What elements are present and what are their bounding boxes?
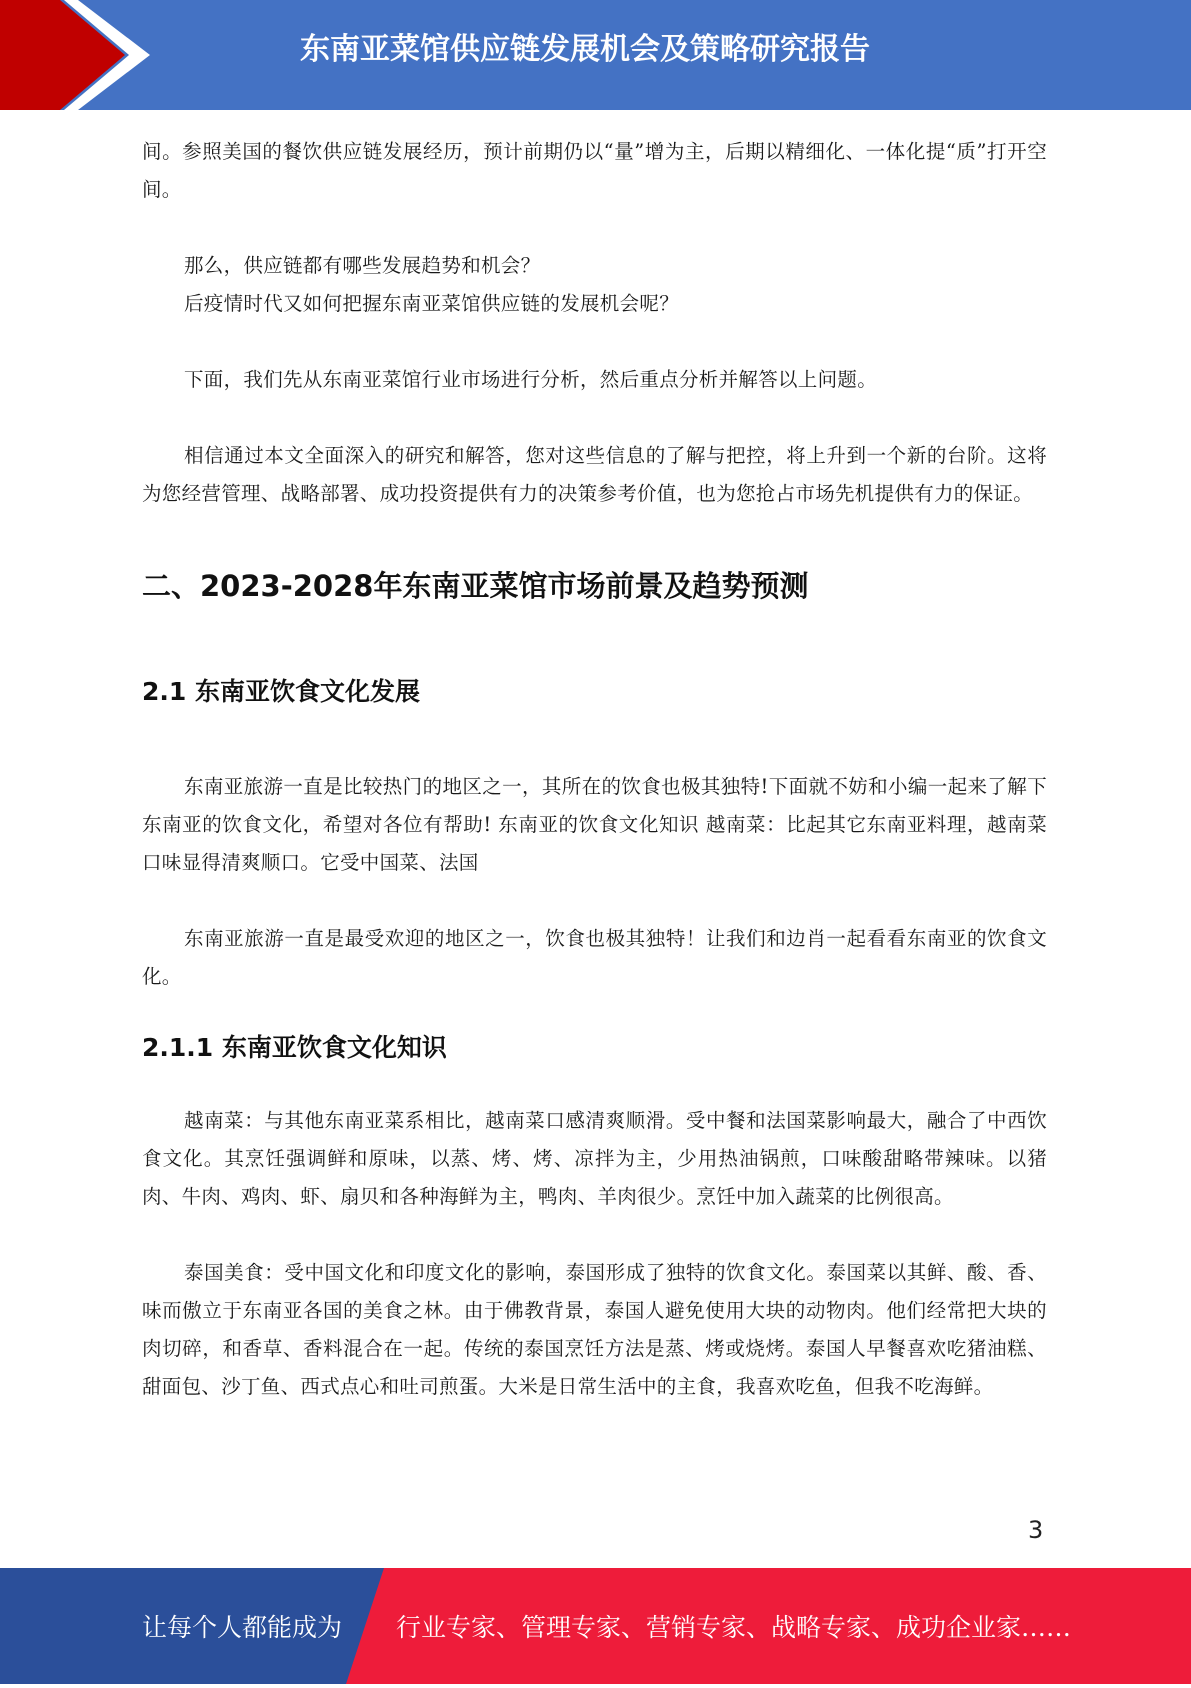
question-line-1: 那么，供应链都有哪些发展趋势和机会？ [184,254,541,277]
paragraph-intro-analysis: 下面，我们先从东南亚菜馆行业市场进行分析，然后重点分析并解答以上问题。 [184,368,878,391]
paragraph-value-statement: 相信通过本文全面深入的研究和解答，您对这些信息的了解与把控，将上升到一个新的台阶。这将为您经营管理、战略部署、成功投资提供有力的决策参考价值，也为您抢占市场先机提供有力的保证。 [142,444,1047,505]
paragraph-food-culture-intro: 东南亚旅游一直是比较热门的地区之一，其所在的饮食也极其独特!下面就不妨和小编一起来了解下东南亚的饮食文化，希望对各位有帮助! 东南亚的饮食文化知识 越南菜：比起其它东南亚料理，越南菜口味显得清爽顺口。它受中国菜、法国 [142,775,1047,874]
page-content [142,133,1047,1406]
paragraph-vietnamese-cuisine: 越南菜：与其他东南亚菜系相比，越南菜口感清爽顺滑。受中餐和法国菜影响最大，融合了中西饮食文化。其烹饪强调鲜和原味，以蒸、烤、烤、凉拌为主，少用热油锅煎，口味酸甜略带辣味。以猪肉、牛肉、鸡肉、虾、扇贝和各种海鲜为主，鸭肉、羊肉很少。烹饪中加入蔬菜的比例很高。 [142,1109,1047,1208]
report-title: 东南亚菜馆供应链发展机会及策略研究报告 [300,32,870,67]
paragraph-continued: 间。参照美国的餐饮供应链发展经历，预计前期仍以“量”增为主，后期以精细化、一体化提“质”打开空间。 [142,140,1047,201]
paragraph-thai-cuisine: 泰国美食：受中国文化和印度文化的影响，泰国形成了独特的饮食文化。泰国菜以其鲜、酸、香、味而傲立于东南亚各国的美食之林。由于佛教背景，泰国人避免使用大块的动物肉。他们经常把大块的肉切碎，和香草、香料混合在一起。传统的泰国烹饪方法是蒸、烤或烧烤。泰国人早餐喜欢吃猪油糕、甜面包、沙丁鱼、西式点心和吐司煎蛋。大米是日常生活中的主食，我喜欢吃鱼，但我不吃海鲜。 [142,1261,1047,1398]
header-chevron-icon [0,0,160,110]
question-line-2: 后疫情时代又如何把握东南亚菜馆供应链的发展机会呢？ [184,292,680,315]
subsection-heading-2-1-1: 2.1.1 东南亚饮食文化知识 [142,1033,447,1062]
paragraph-food-culture-popular: 东南亚旅游一直是最受欢迎的地区之一，饮食也极其独特！让我们和边肖一起看看东南亚的饮食文化。 [142,927,1047,988]
section-heading-2: 二、2023-2028年东南亚菜馆市场前景及趋势预测 [142,569,809,603]
header-banner [0,0,1191,110]
page-number: 3 [1028,1516,1044,1544]
subsection-heading-2-1: 2.1 东南亚饮食文化发展 [142,677,420,706]
footer-slogan-right: 行业专家、管理专家、营销专家、战略专家、成功企业家…… [396,1613,1072,1642]
footer-banner [0,1568,1191,1684]
footer-slogan-left: 让每个人都能成为 [142,1613,343,1642]
